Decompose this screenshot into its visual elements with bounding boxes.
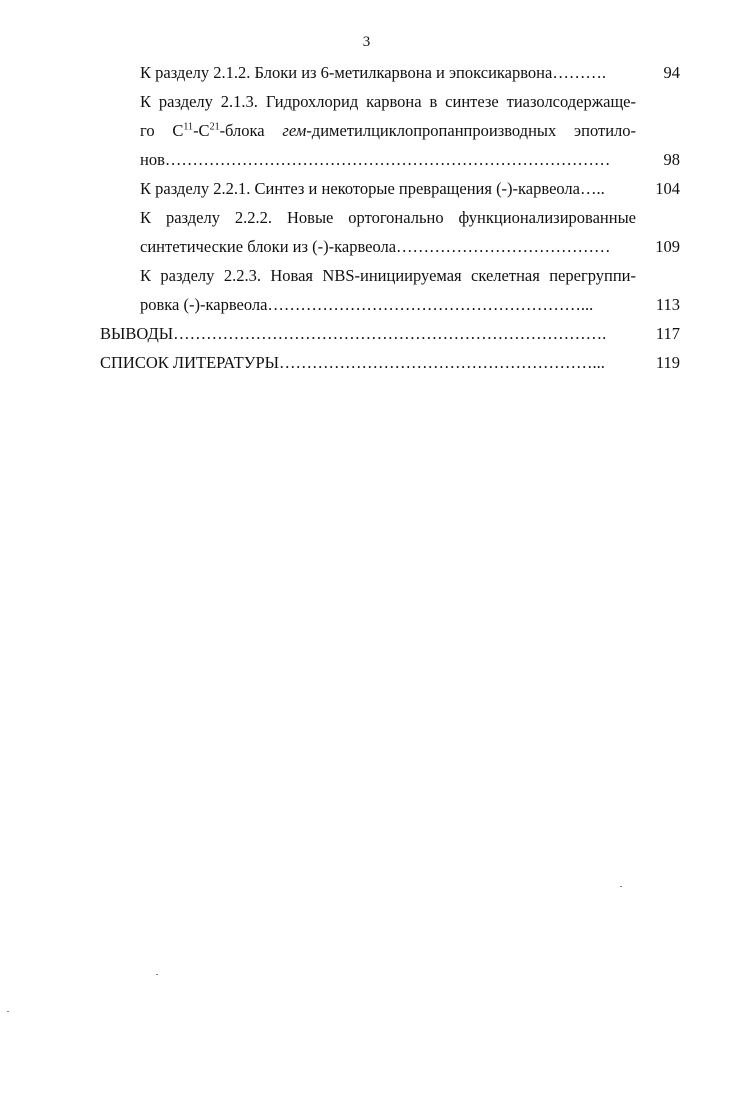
toc-entry-2-2-3[interactable] (100, 261, 680, 319)
toc-entry-title: К разделу 2.1.2. Блоки из 6-метилкарвона и эпоксикарвона………. (140, 63, 606, 82)
toc-entry-title-line-1: К разделу 2.2.3. Новая NBS-инициируемая скелетная перегруппи- (140, 266, 636, 285)
toc-line (140, 116, 680, 145)
toc-page-ref: 113 (655, 295, 680, 314)
scan-speck (156, 974, 158, 975)
toc-entry-2-2-2[interactable] (100, 203, 680, 261)
toc-entry-title: СПИСОК ЛИТЕРАТУРЫ…………………………………………………... (100, 353, 605, 372)
toc-line (100, 348, 680, 377)
toc-entry-title: К разделу 2.2.1. Синтез и некоторые превращения (-)-карвеола….. (140, 179, 605, 198)
toc-page-ref: 119 (655, 353, 680, 372)
toc-line (140, 232, 680, 261)
toc-page-ref: 117 (655, 324, 680, 343)
toc-page-ref: 104 (655, 179, 680, 198)
toc-line (140, 145, 680, 174)
toc-line (140, 174, 680, 203)
scan-speck (7, 1011, 9, 1012)
toc-line (140, 261, 680, 290)
toc-entry-2-1-2[interactable] (100, 58, 680, 87)
toc-entry-title: ВЫВОДЫ……………………………………………………………………. (100, 324, 607, 343)
scan-speck (620, 886, 622, 887)
toc-line (100, 319, 680, 348)
table-of-contents (100, 58, 680, 377)
toc-entry-conclusions[interactable] (100, 319, 680, 348)
toc-line (140, 87, 680, 116)
toc-line (140, 203, 680, 232)
toc-entry-title-line-2: го $C^{11}-C^{21}$-блока гем-диметилциклопропанпроизводных эпотило- (140, 121, 636, 140)
toc-entry-title-line-1: К разделу 2.1.3. Гидрохлорид карвона в синтезе тиазолсодержаще- (140, 92, 636, 111)
toc-entry-references[interactable] (100, 348, 680, 377)
toc-line (140, 58, 680, 87)
toc-entry-2-2-1[interactable] (100, 174, 680, 203)
toc-page-ref: 94 (663, 63, 680, 82)
page-number: 3 (362, 34, 371, 50)
toc-entry-title-line-2: синтетические блоки из (-)-карвеола………………………………… (140, 237, 611, 256)
toc-page-ref: 98 (663, 150, 680, 169)
toc-line (140, 290, 680, 319)
toc-page-ref: 109 (655, 237, 680, 256)
toc-entry-title-line-2: ровка (-)-карвеола…………………………………………………... (140, 295, 594, 314)
toc-entry-title-line-1: К разделу 2.2.2. Новые ортогонально функционализированные (140, 208, 636, 227)
toc-entry-2-1-3[interactable] (100, 87, 680, 174)
toc-entry-title-line-3: нов……………………………………………………………………… (140, 150, 611, 169)
